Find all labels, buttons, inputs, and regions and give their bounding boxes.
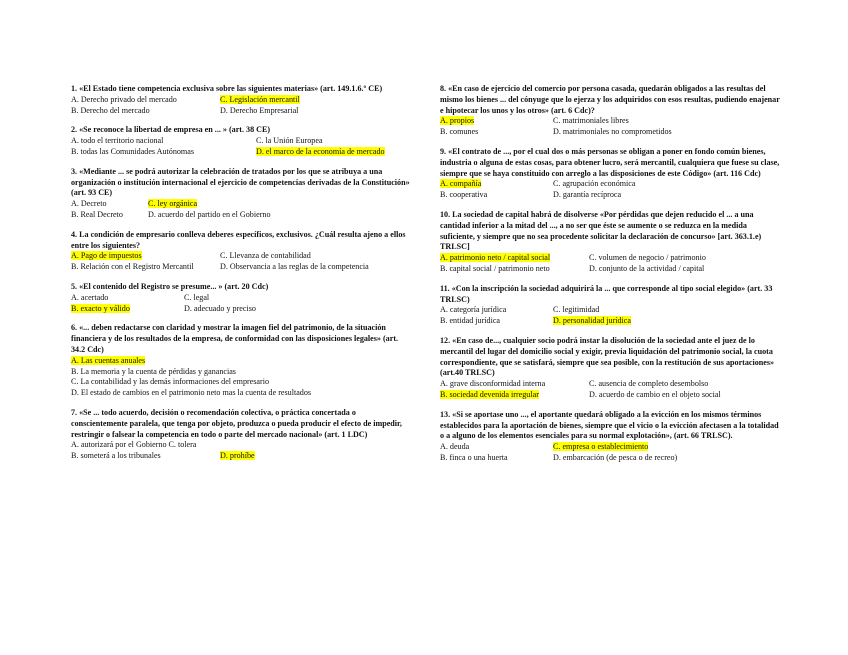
answer-options	[440, 379, 780, 401]
answer-option: A. acertado	[71, 292, 109, 302]
question-text: 9. «El contrato de ..., por el cual dos o más personas se obligan a poner en fondo común bienes, industria o alguna de estas cosas, para obtener lucro, será mercantil, cualquiera que fuese su clase, siempre que se haya constituido con arreglo a las disposiciones de este Código» (art. 116 Cdc)	[440, 146, 780, 178]
answer-option: D. adecuado y preciso	[184, 303, 256, 313]
answer-options	[440, 253, 780, 275]
answer-option: C. volumen de negocio / patrimonio	[589, 253, 706, 263]
answer-option-highlighted: C. empresa o establecimiento	[553, 442, 649, 452]
answer-option: A. Decreto	[71, 199, 107, 209]
question-block	[71, 125, 411, 157]
answer-option: D. conjunto de la actividad / capital	[589, 263, 705, 273]
answer-options	[71, 251, 411, 273]
question-text: 8. «En caso de ejercicio del comercio por persona casada, quedarán obligados a las resultas del mismo los bienes ... del cónyuge que lo ejerza y los adquiridos con esos resultas, pudiendo enajenar e hipotecar los unos y los otros» (art. 6 Cdc)?	[440, 84, 780, 115]
right-column	[440, 84, 780, 473]
question-block	[440, 284, 780, 327]
question-text: 1. «El Estado tiene competencia exclusiva sobre las siguientes materias» (art. 149.1.6.º CE)	[71, 84, 383, 93]
answer-option: B. someterá a los tribunales	[71, 451, 161, 461]
answer-option: D. Derecho Empresarial	[220, 105, 299, 115]
answer-option-highlighted: C. ley orgánica	[148, 199, 198, 209]
answer-option: A. autorizará por el Gobierno C. tolera	[71, 440, 197, 450]
answer-option: D. garantía recíproca	[553, 190, 622, 200]
question-block	[440, 336, 780, 401]
answer-option-highlighted: D. el marco de la economía de mercado	[256, 146, 385, 156]
answer-option: C. agrupación económica	[553, 179, 636, 189]
answer-option-highlighted: A. patrimonio neto / capital social	[440, 253, 551, 263]
answer-option: D. acuerdo de cambio en el objeto social	[589, 389, 721, 399]
answer-options	[440, 179, 780, 201]
question-block	[71, 408, 411, 462]
answer-option: B. Derecho del mercado	[71, 105, 150, 115]
answer-option: C. ausencia de completo desembolso	[589, 379, 709, 389]
answer-option: D. acuerdo del partido en el Gobierno	[148, 209, 271, 219]
question-text: 10. La sociedad de capital habrá de disolverse «Por pérdidas que dejen reducido el ... a una cantidad inferior a la mitad del ..., a no ser que éste se aumente o se reduzca en la medida suficiente, y siempre que no sea procedente solicitar la declaración de concurso» [art. 363.1.e) TRLSC]	[440, 209, 762, 252]
answer-option: B. entidad jurídica	[440, 316, 501, 326]
answer-option: B. comunes	[440, 127, 479, 137]
question-text: 6. «... deben redactarse con claridad y mostrar la imagen fiel del patrimonio, de la situación financiera y de los resultados de la empresa, de conformidad con las disposiciones legales» (art. 34.2 Cdc)	[71, 323, 399, 354]
answer-option: B. Relación con el Registro Mercantil	[71, 262, 194, 272]
answer-option-highlighted: D. prohíbe	[220, 451, 255, 461]
answer-option-highlighted: A. propios	[440, 116, 475, 126]
answer-options	[440, 442, 780, 464]
question-text: 3. «Mediante ... se podrá autorizar la celebración de tratados por los que se atribuya a una organización o institución internacional el ejercicio de competencias derivadas de la Constitución» (art. 93 CE)	[71, 166, 410, 198]
question-block	[440, 147, 780, 201]
question-block	[71, 84, 411, 116]
answer-option: D. Observancia a las reglas de la competencia	[220, 262, 369, 272]
question-block	[440, 84, 780, 138]
answer-options	[440, 305, 780, 327]
question-text: 11. «Con la inscripción la sociedad adquirirá la ... que corresponde al tipo social elegido» (art. 33 TRLSC)	[440, 283, 773, 304]
question-text: 5. «El contenido del Registro se presume... » (art. 20 Cdc)	[71, 281, 269, 291]
question-block	[440, 410, 780, 464]
question-block	[71, 323, 411, 399]
question-block	[71, 230, 411, 273]
answer-option: B. cooperativa	[440, 190, 488, 200]
answer-option: C. la Unión Europea	[256, 136, 323, 146]
answer-option: D. embarcación (de pesca o de recreo)	[553, 452, 678, 462]
answer-option: C. Llevanza de contabilidad	[220, 251, 311, 261]
question-text: 13. «Si se aportase uno ..., el aportante quedará obligado a la evicción en los mismos términos establecidos para la aportación de bienes, siempre que el vicio o la evicción afectasen a la totalidad o a alguno de los elementos esenciales para su normal explotación», (art. 66 TRLSC).	[440, 409, 779, 441]
answer-option-highlighted: A. Las cuentas anuales	[71, 355, 146, 365]
answer-option: A. Derecho privado del mercado	[71, 94, 177, 104]
question-text: 4. La condición de empresario conlleva deberes específicos, exclusivos. ¿Cuál resulta ajeno a ellos entre los siguientes?	[71, 229, 406, 250]
question-block	[71, 167, 411, 221]
answer-option: B. finca o una huerta	[440, 452, 508, 462]
question-text: 2. «Se reconoce la libertad de empresa en ... » (art. 38 CE)	[71, 125, 271, 135]
answer-option: A. categoría jurídica	[440, 305, 507, 315]
answer-option: B. todas las Comunidades Autónomas	[71, 146, 194, 156]
answer-option: C. legitimidad	[553, 305, 600, 315]
answer-option: C. La contabilidad y las demás informaciones del empresario	[71, 377, 270, 387]
answer-option-highlighted: C. Legislación mercantil	[220, 94, 300, 104]
question-text: 7. «Se ... todo acuerdo, decisión o recomendación colectiva, o práctica concertada o conscientemente paralela, que tenga por objeto, produzca o pueda producir el efecto de impedir, restringir o falsear la competencia en todo o parte del mercado nacional» (art. 1 LDC)	[71, 407, 402, 439]
answer-option: A. grave disconformidad interna	[440, 379, 546, 389]
answer-options	[71, 440, 411, 462]
question-block	[440, 210, 780, 275]
answer-option: D. matrimoniales no comprometidos	[553, 127, 672, 137]
answer-option: B. capital social / patrimonio neto	[440, 263, 550, 273]
answer-option: A. todo el territorio nacional	[71, 136, 164, 146]
question-text: 12. «En caso de..., cualquier socio podrá instar la disolución de la sociedad ante el juez de lo mercantil del lugar del domicilio social y exigir, previa liquidación del patrimonio social, la cuota correspondiente, que se satisfará, siempre que sea posible, con la restitución de sus aportaciones» (art.40 TRLSC)	[440, 335, 775, 378]
answer-option-highlighted: B. exacto y válido	[71, 303, 130, 313]
answer-option-highlighted: A. Pago de impuestos	[71, 251, 142, 261]
answer-option-highlighted: D. personalidad jurídica	[553, 316, 631, 326]
answer-option: A. deuda	[440, 442, 470, 452]
answer-options	[71, 293, 411, 315]
answer-option: D. El estado de cambios en el patrimonio neto mas la cuenta de resultados	[71, 388, 312, 398]
question-block	[71, 282, 411, 314]
answer-option: C. matrimoniales libres	[553, 116, 629, 126]
answer-option: C. legal	[184, 292, 210, 302]
answer-option: B. Real Decreto	[71, 209, 123, 219]
answer-options	[71, 199, 411, 221]
answer-options	[71, 356, 411, 399]
answer-options	[71, 95, 411, 117]
answer-option-highlighted: B. sociedad devenida irregular	[440, 389, 539, 399]
answer-option: B. La memoria y la cuenta de pérdidas y ganancias	[71, 366, 236, 376]
answer-options	[440, 116, 780, 138]
answer-options	[71, 136, 411, 158]
left-column	[71, 84, 411, 471]
answer-option-highlighted: A. compañía	[440, 179, 482, 189]
